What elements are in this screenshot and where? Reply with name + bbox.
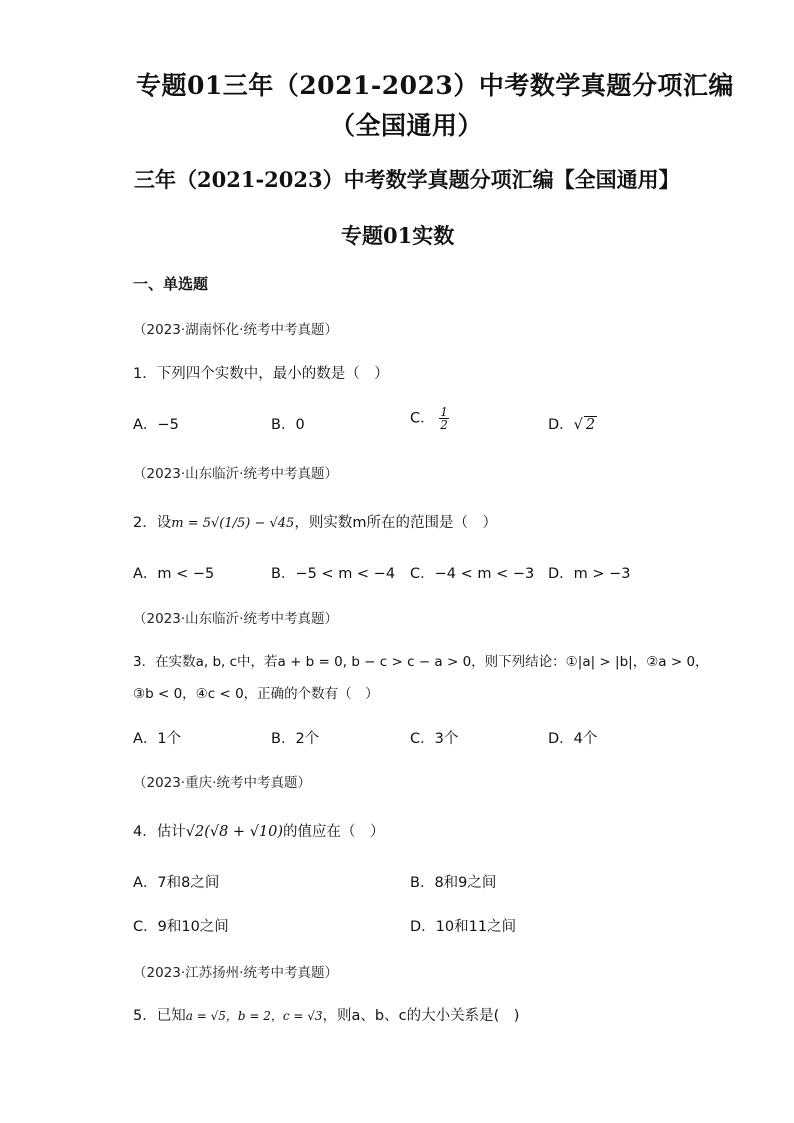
sqrt-value: 2 [585, 417, 596, 433]
question-stem: 2．设m = 5√(1/5) − √45，则实数m所在的范围是（ ） [133, 515, 497, 531]
document-title-line1: 专题01三年（2021-2023）中考数学真题分项汇编 [136, 71, 734, 100]
question-stem: 4．估计√2(√8 + √10)的值应在（ ） [133, 824, 385, 840]
question-source: （2023·山东临沂·统考中考真题） [133, 466, 338, 482]
option-b: B．−5 < m < −4 [271, 566, 396, 582]
document-subtitle: 三年（2021-2023）中考数学真题分项汇编【全国通用】 [134, 167, 680, 192]
formula: m = 5√(1/5) − √45 [171, 516, 295, 531]
question-source: （2023·江苏扬州·统考中考真题） [133, 965, 338, 981]
option-d: D．√ 2 [548, 417, 596, 433]
option-b: B．0 [271, 417, 305, 433]
option-c [410, 406, 449, 431]
option-d: D．4个 [548, 731, 598, 747]
option-c: C．3个 [410, 731, 459, 747]
option-a: A．m < −5 [133, 566, 215, 582]
option-a: A．1个 [133, 731, 182, 747]
question-source: （2023·重庆·统考中考真题） [133, 775, 311, 791]
option-a: A．7和8之间 [133, 875, 220, 891]
document-title-line2: （全国通用） [330, 111, 484, 140]
question-source: （2023·湖南怀化·统考中考真题） [133, 322, 338, 338]
section-heading: 一、单选题 [133, 275, 209, 293]
topic-title: 专题01实数 [341, 223, 455, 248]
fraction-one-half: $\frac{1}{2}$ [440, 405, 448, 432]
option-c: C．−4 < m < −3 [410, 566, 535, 582]
question-stem: 1．下列四个实数中，最小的数是（ ） [133, 366, 389, 382]
option-c-label: C． [410, 410, 435, 427]
question-stem: 5．已知a = √5，b = 2，c = √3，则a、b、c的大小关系是( ) [133, 1008, 520, 1024]
formula: √2(√8 + √10) [185, 824, 284, 840]
question-stem-line2: ③b < 0，④c < 0，正确的个数有（ ） [133, 686, 379, 702]
question-source: （2023·山东临沂·统考中考真题） [133, 611, 338, 627]
option-b: B．8和9之间 [410, 875, 497, 891]
option-d: D．m > −3 [548, 566, 631, 582]
option-c: C．9和10之间 [133, 919, 229, 935]
question-stem-line1: 3．在实数a, b, c中，若a + b = 0, b − c > c − a > 0，则下列结论：①|a| > |b|，②a > 0， [133, 654, 709, 670]
formula: a = √5，b = 2，c = √3 [185, 1009, 323, 1023]
option-b: B．2个 [271, 731, 320, 747]
option-d: D．10和11之间 [410, 919, 517, 935]
option-d-label: D． [548, 417, 574, 433]
option-a: A．−5 [133, 417, 179, 433]
